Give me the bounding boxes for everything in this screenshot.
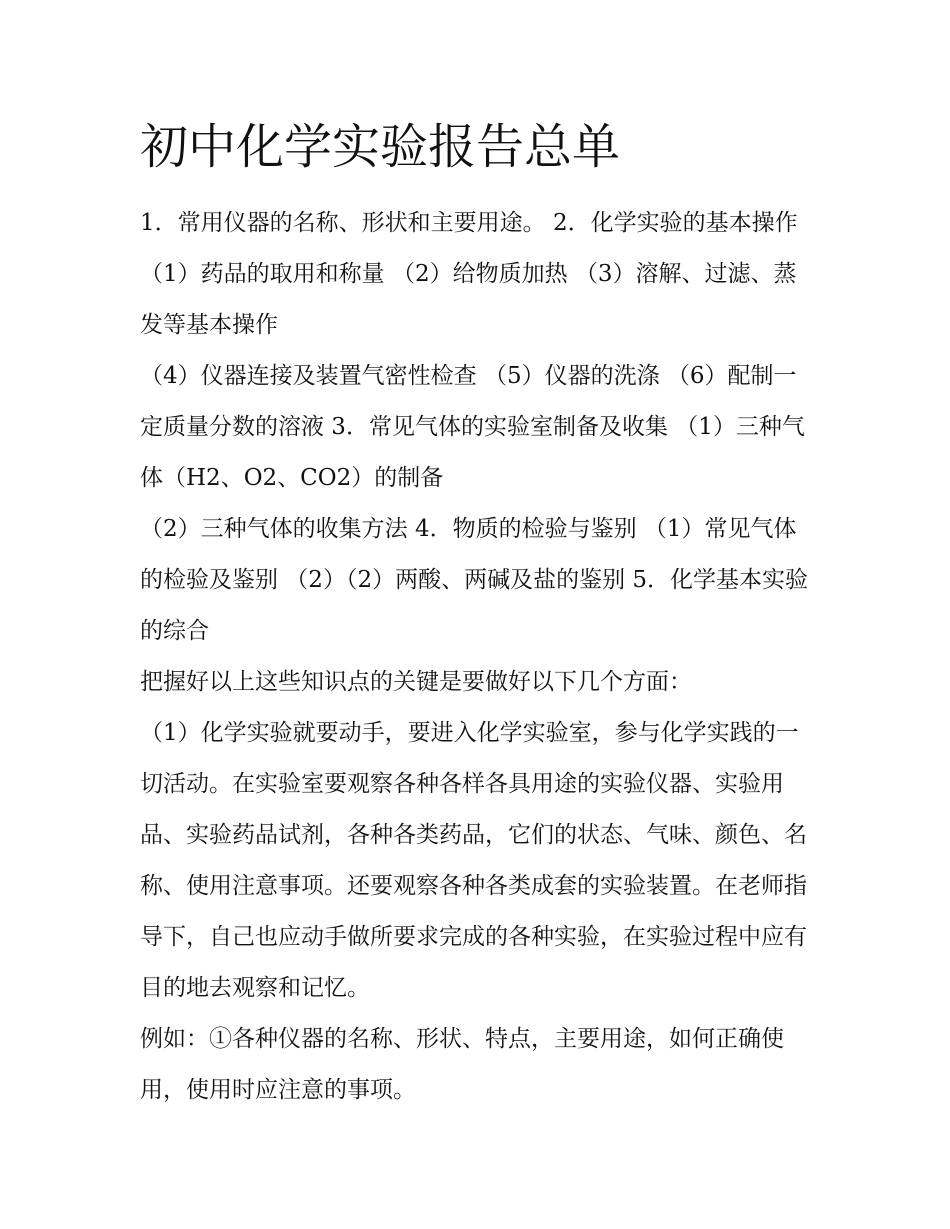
paragraph-key-points: 把握好以上这些知识点的关键是要做好以下几个方面： bbox=[140, 669, 692, 695]
paragraph-hands-on-experiments: （1）化学实验就要动手，要进入化学实验室，参与化学实践的一切活动。在实验室要观察各种各样各具用途的实验仪器、实验用品、实验药品试剂，各种各类药品，它们的状态、气味、颜色、名称、使用注意事项。还要观察各种各类成套的实验装置。在老师指导下，自己也应动手做所要求完成的各种实验，在实验过程中应有目的地去观察和记忆。 bbox=[140, 720, 807, 1001]
paragraph-instrument-connection: （4）仪器连接及装置气密性检查 （5）仪器的洗涤 （6）配制一定质量分数的溶液 3．常见气体的实验室制备及收集 （1）三种气体（H2、O2、CO2）的制备 bbox=[140, 363, 805, 491]
document-body bbox=[140, 198, 815, 1116]
paragraph-common-instruments: 1．常用仪器的名称、形状和主要用途。 2．化学实验的基本操作 （1）药品的取用和称量 （2）给物质加热 （3）溶解、过滤、蒸发等基本操作 bbox=[140, 210, 798, 338]
paragraph-example: 例如：①各种仪器的名称、形状、特点，主要用途，如何正确使用，使用时应注意的事项。 bbox=[140, 1026, 784, 1103]
document-title: 初中化学实验报告总单 bbox=[140, 119, 621, 175]
paragraph-gas-collection: （2）三种气体的收集方法 4．物质的检验与鉴别 （1）常见气体的检验及鉴别 （2）（2）两酸、两碱及盐的鉴别 5．化学基本实验的综合 bbox=[140, 516, 809, 644]
document-content bbox=[140, 112, 815, 1116]
